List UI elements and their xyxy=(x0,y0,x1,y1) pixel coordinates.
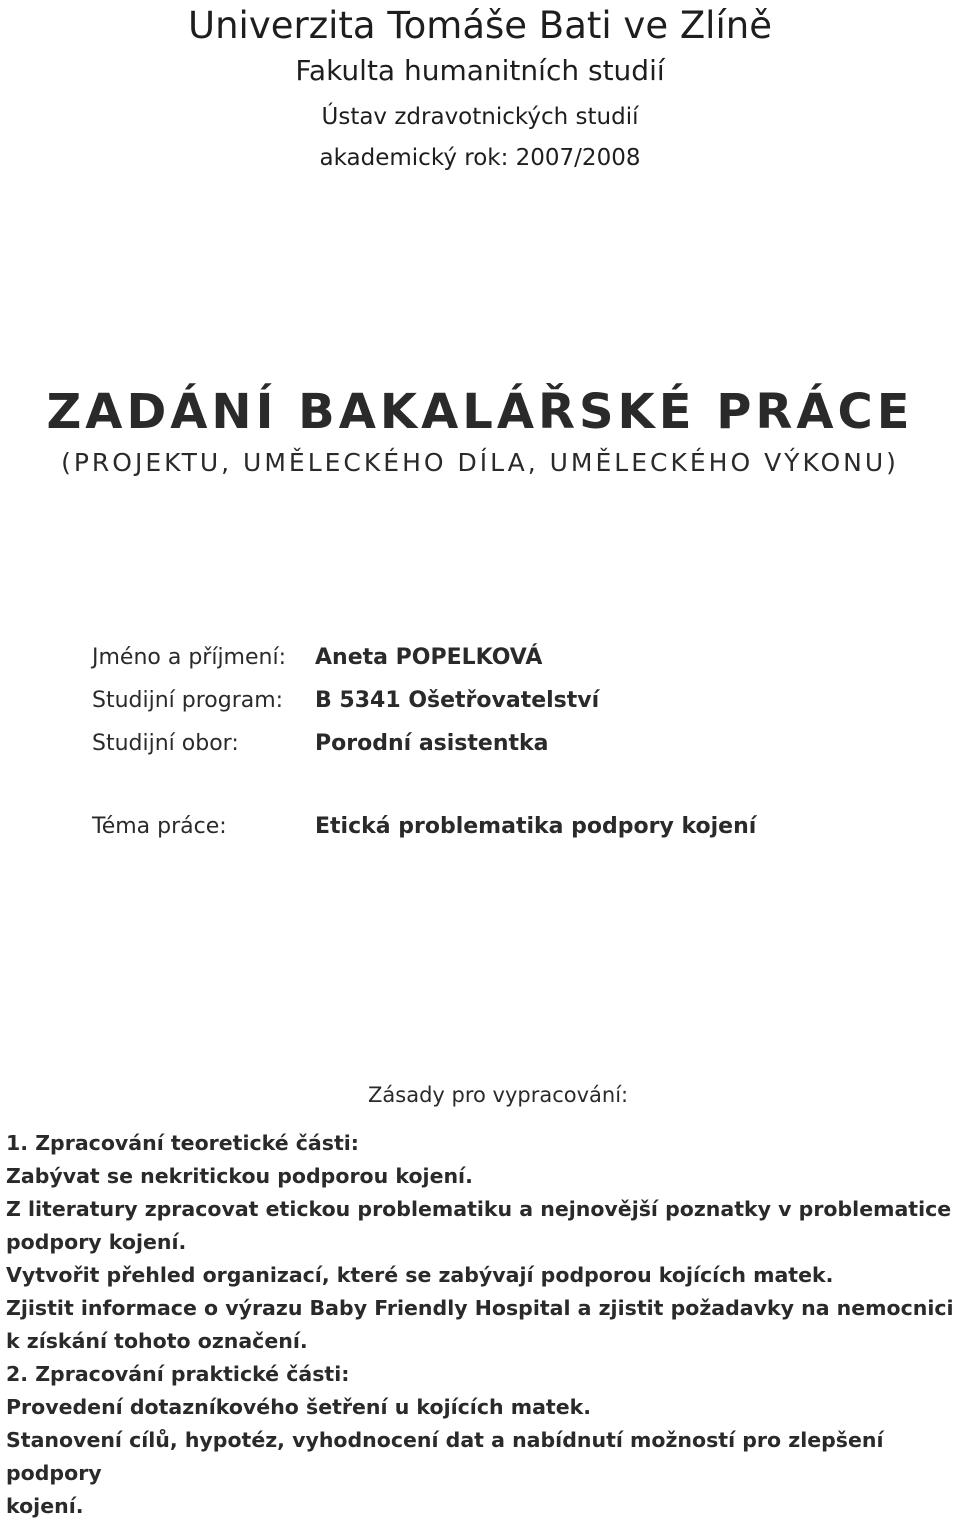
academic-year: akademický rok: 2007/2008 xyxy=(319,145,641,171)
principles-line: Vytvořit přehled organizací, které se zabývají podporou kojících matek. xyxy=(6,1263,834,1287)
principles-line: Provedení dotazníkového šetření u kojících matek. xyxy=(6,1395,592,1419)
program-value: B 5341 Ošetřovatelství xyxy=(315,688,600,713)
principles-line: Zjistit informace o výrazu Baby Friendly Hospital a zjistit požadavky na nemocnici xyxy=(6,1296,954,1320)
name-label: Jméno a příjmení: xyxy=(92,645,286,670)
principles-line: Stanovení cílů, hypotéz, vyhodnocení dat a nabídnutí možností pro zlepšení podpory xyxy=(6,1428,884,1485)
branch-value: Porodní asistentka xyxy=(315,731,549,756)
principles-list xyxy=(6,1127,956,1523)
principles-line: Z literatury zpracovat etickou problematiku a nejnovější poznatky v problematice xyxy=(6,1197,952,1221)
principles-line: Zabývat se nekritickou podporou kojení. xyxy=(6,1164,473,1188)
principles-line: podpory kojení. xyxy=(6,1230,187,1254)
topic-label: Téma práce: xyxy=(92,814,227,839)
principles-line: kojení. xyxy=(6,1494,84,1518)
principles-line: 2. Zpracování praktické části: xyxy=(6,1362,350,1386)
program-label: Studijní program: xyxy=(92,688,284,713)
principles-heading: Zásady pro vypracování: xyxy=(368,1083,629,1107)
topic-value: Etická problematika podpory kojení xyxy=(315,814,757,839)
principles-line: k získání tohoto označení. xyxy=(6,1329,308,1353)
institute-name: Ústav zdravotnických studií xyxy=(321,104,639,130)
university-name: Univerzita Tomáše Bati ve Zlíně xyxy=(188,4,772,47)
document-title: ZADÁNÍ BAKALÁŘSKÉ PRÁCE xyxy=(46,384,914,440)
faculty-name: Fakulta humanitních studií xyxy=(295,54,665,87)
document-subtitle: (PROJEKTU, UMĚLECKÉHO DÍLA, UMĚLECKÉHO VÝKONU) xyxy=(61,448,899,477)
principles-line: 1. Zpracování teoretické části: xyxy=(6,1131,359,1155)
branch-label: Studijní obor: xyxy=(92,731,239,756)
name-value: Aneta POPELKOVÁ xyxy=(315,645,543,670)
